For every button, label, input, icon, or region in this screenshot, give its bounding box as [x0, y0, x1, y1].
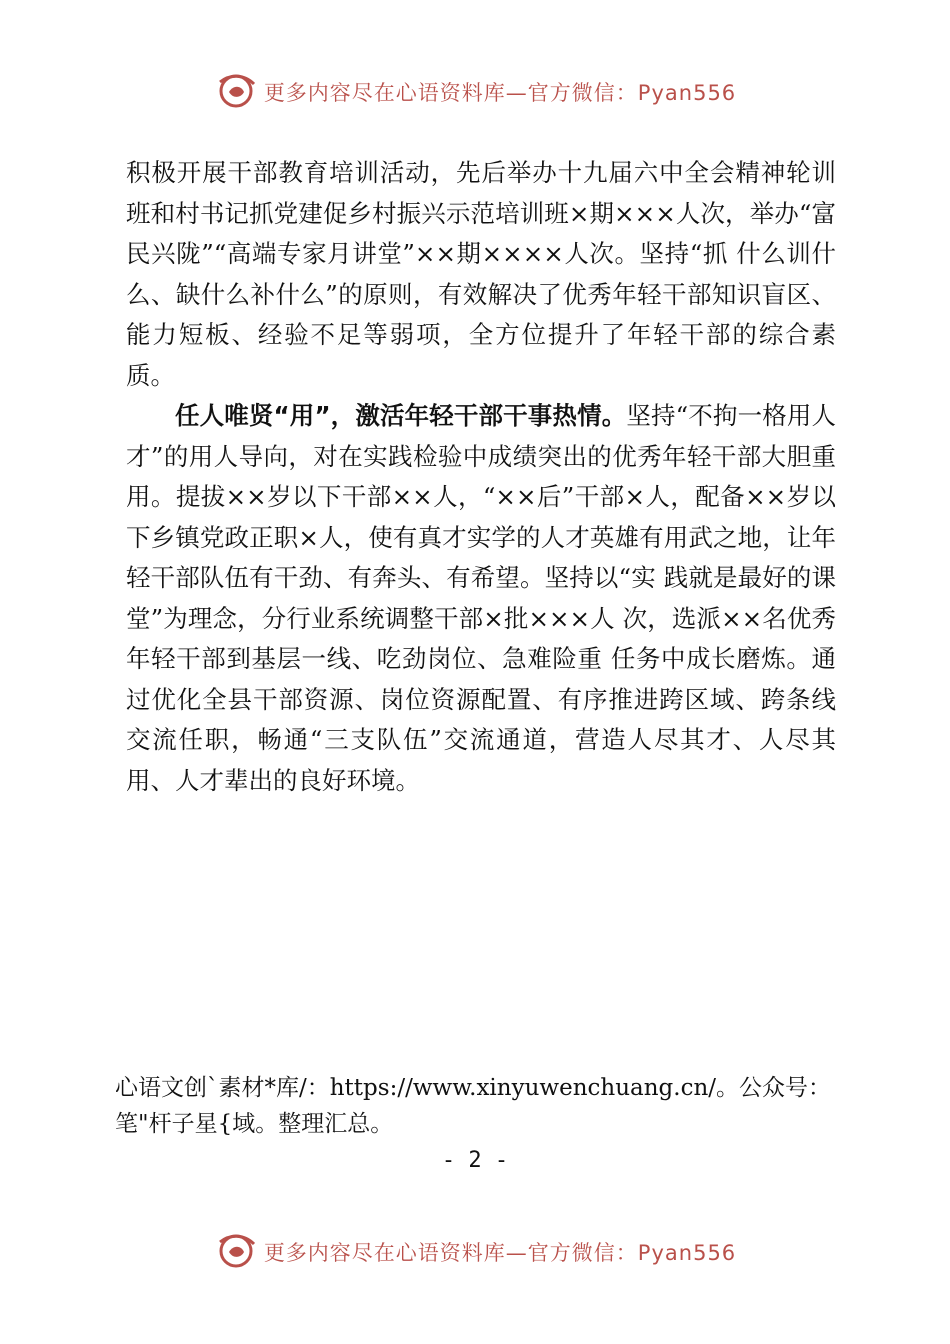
header-banner	[0, 70, 950, 114]
footer-banner	[0, 1230, 950, 1274]
paragraph-lead-heading: 任人唯贤“用”，激活年轻干部干事热情。	[175, 401, 627, 430]
source-note: 心语文创`素材*库/：https://www.xinyuwenchuang.cn/。公众号：笔"杆子星{域。整理汇总。	[115, 1075, 832, 1137]
footer-banner-text: 更多内容尽在心语资料库—官方微信：Pyan556	[263, 1241, 737, 1265]
body-content	[126, 153, 836, 801]
paragraph-appointment	[126, 396, 836, 801]
paragraph-body-text: 坚持“不拘一格用人才”的用人导向，对在实践检验中成绩突出的优秀年轻干部大胆重用。提拔××岁以下干部××人，“××后”干部×人，配备××岁以下乡镇党政正职×人，使有真才实学的人才英雄有用武之地，让年轻干部队伍有干劲、有奔头、有希望。坚持以“实 践就是最好的课堂”为理念，分行业系统调整干部×批×××人 次，选派××名优秀年轻干部到基层一线、吃劲岗位、急难险重 任务中成长磨炼。通过优化全县干部资源、岗位资源配置、有序推进跨区域、跨条线交流任职，畅通“三支队伍”交流通道，营造人尽其才、人尽其用、人才辈出的良好环境。	[126, 401, 836, 795]
paragraph-training: 积极开展干部教育培训活动，先后举办十九届六中全会精神轮训班和村书记抓党建促乡村振兴示范培训班×期×××人次，举办“富民兴陇”“高端专家月讲堂”××期××××人次。坚持“抓 什么训什么、缺什么补什么”的原则，有效解决了优秀年轻干部知识盲区、能力短板、经验不足等弱项，全方位提升了年轻干部的综合素质。	[126, 158, 836, 390]
seal-logo-icon	[214, 70, 258, 114]
header-banner-text: 更多内容尽在心语资料库—官方微信：Pyan556	[263, 81, 737, 105]
page-number: - 2 -	[441, 1148, 509, 1173]
seal-logo-icon	[214, 1230, 258, 1274]
